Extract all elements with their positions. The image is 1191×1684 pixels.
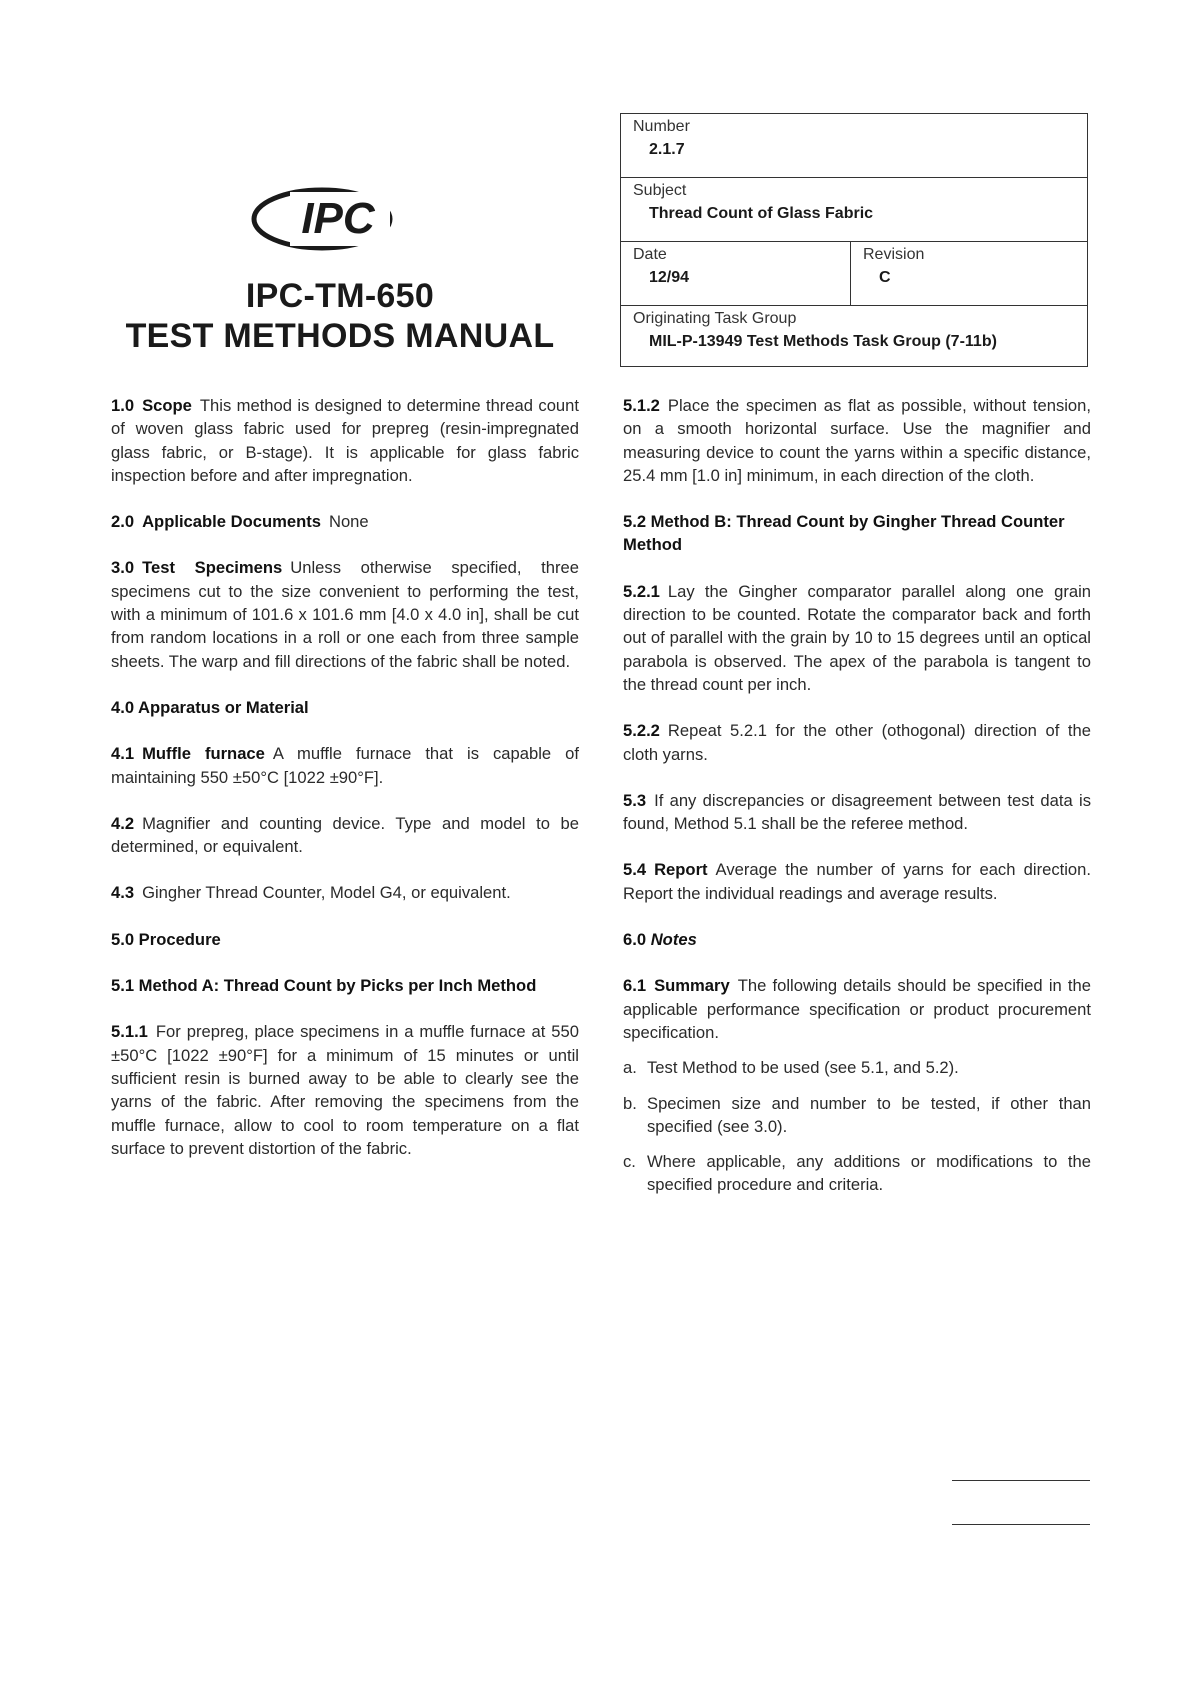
- section-text: None: [328, 512, 369, 532]
- subject-cell: [621, 178, 1087, 241]
- section-text: Average the number of yarns for each direction. Report the individual readings and average results.: [623, 860, 1091, 903]
- section-text: Repeat 5.2.1 for the other (othogonal) direction of the cloth yarns.: [623, 721, 1091, 764]
- manual-title-line2: TEST METHODS MANUAL: [125, 317, 555, 355]
- section-text: The following details should be specified in the applicable performance specification or product procurement specification.: [623, 976, 1091, 1042]
- section-6-1: [623, 974, 1091, 1044]
- list-text: Where applicable, any additions or modifications to the specified procedure and criteria.: [647, 1152, 1091, 1195]
- section-number: 6.1: [623, 976, 647, 996]
- ipc-logo: [250, 186, 394, 252]
- section-5-2-1: [623, 580, 1091, 696]
- document-info-table: [620, 113, 1088, 367]
- section-5-1-heading: 5.1 Method A: Thread Count by Picks per Inch Method: [111, 976, 537, 996]
- section-text: This method is designed to determine thread count of woven glass fabric used for prepreg (resin-impregnated glass fabric, or B-stage). It is applicable for glass fabric inspection before and after impregnation.: [111, 396, 579, 485]
- date-value: 12/94: [649, 269, 690, 286]
- right-column: [623, 394, 1091, 1209]
- task-group-cell: [621, 306, 1087, 366]
- section-3-specimens: [111, 556, 579, 672]
- section-4-heading: 4.0 Apparatus or Material: [111, 697, 309, 717]
- section-5-2-heading: 5.2 Method B: Thread Count by Gingher Thread Counter Method: [623, 512, 1065, 555]
- list-text: Specimen size and number to be tested, if other than specified (see 3.0).: [647, 1093, 1091, 1136]
- list-marker: a.: [623, 1058, 637, 1078]
- date-revision-row: [621, 242, 1087, 306]
- section-5-3: [623, 789, 1091, 836]
- signature-line: [952, 1524, 1090, 1525]
- section-label: Muffle furnace: [142, 744, 265, 764]
- section-number: 5.1.2: [623, 396, 660, 415]
- section-label: Test Specimens: [142, 558, 283, 578]
- number-cell: [621, 114, 1087, 177]
- section-1-scope: [111, 394, 579, 487]
- manual-title-line1: IPC-TM-650: [245, 277, 435, 315]
- section-number: 4.2: [111, 813, 135, 833]
- list-marker: b.: [623, 1093, 637, 1113]
- date-label: Date: [633, 246, 667, 263]
- list-marker: c.: [623, 1152, 636, 1172]
- section-text: Place the specimen as flat as possible, without tension, on a smooth horizontal surface. Use the magnifier and measuring device to count the yarns within a specific distance, 25.4 mm [1.0 in] minimum, in each direction of the cloth.: [623, 396, 1091, 485]
- section-text: For prepreg, place specimens in a muffle furnace at 550 ±50°C [1022 ±90°F] for a minimum of 15 minutes or until sufficient resin is burned away to be able to clearly see the yarns of the fabric. After removing the specimens from the muffle furnace, allow to cool to room temperature on a flat surface to prevent distortion of the fabric.: [111, 1022, 579, 1158]
- signature-line: [952, 1480, 1090, 1481]
- task-group-row: [621, 306, 1087, 366]
- section-label: Report: [654, 860, 708, 880]
- svg-text:IPC: IPC: [301, 194, 375, 243]
- number-value: 2.1.7: [649, 141, 685, 158]
- section-number: 5.4: [623, 860, 647, 880]
- list-item: [623, 1056, 1091, 1079]
- section-label: Summary: [654, 976, 730, 996]
- revision-value: C: [879, 269, 891, 286]
- task-group-label: Originating Task Group: [633, 310, 797, 327]
- section-text: A muffle furnace that is capable of maintaining 550 ±50°C [1022 ±90°F].: [111, 744, 579, 787]
- revision-cell: [851, 242, 1087, 305]
- section-text: Unless otherwise specified, three specimens cut to the size convenient to performing the test, with a minimum of 101.6 x 101.6 mm [4.0 x 4.0 in], shall be cut from random locations in a roll or one each from three sample sheets. The warp and fill directions of the fabric shall be noted.: [111, 558, 579, 671]
- section-text: Lay the Gingher comparator parallel along one grain direction to be counted. Rotate the comparator back and forth out of parallel with the grain by 10 to 15 degrees until an optical parabola is observed. The apex of the parabola is tangent to the thread count per inch.: [623, 581, 1091, 694]
- section-number: 5.2.1: [623, 581, 660, 601]
- subject-value: Thread Count of Glass Fabric: [649, 205, 874, 222]
- section-label: Applicable Documents: [142, 512, 321, 532]
- section-number: 4.1: [111, 744, 135, 764]
- manual-title: [120, 276, 560, 356]
- list-item: [623, 1092, 1091, 1139]
- task-group-value: MIL-P-13949 Test Methods Task Group (7-11b): [649, 333, 997, 350]
- section-text: Gingher Thread Counter, Model G4, or equivalent.: [142, 883, 511, 903]
- number-label: Number: [633, 118, 690, 135]
- list-item: [623, 1150, 1091, 1197]
- section-5-heading: 5.0 Procedure: [111, 929, 221, 949]
- section-4-1: [111, 742, 579, 789]
- date-cell: [621, 242, 851, 305]
- section-number: 5.2.2: [623, 721, 660, 741]
- section-number: 6.0: [623, 930, 647, 950]
- left-column: [111, 394, 579, 1183]
- section-number: 1.0: [111, 396, 135, 415]
- section-text: Magnifier and counting device. Type and model to be determined, or equivalent.: [111, 813, 579, 857]
- section-number: 5.3: [623, 790, 647, 810]
- section-label: Scope: [142, 396, 192, 415]
- section-text: If any discrepancies or disagreement between test data is found, Method 5.1 shall be the referee method.: [623, 790, 1091, 834]
- section-5-1-2: [623, 394, 1091, 487]
- section-2-documents: [111, 510, 579, 533]
- subject-row: [621, 178, 1087, 242]
- section-label: Notes: [650, 930, 697, 950]
- section-number: 2.0: [111, 512, 135, 532]
- number-row: [621, 114, 1087, 178]
- section-4-3: [111, 881, 579, 904]
- section-number: 3.0: [111, 558, 135, 578]
- section-4-2: [111, 812, 579, 859]
- section-number: 4.3: [111, 883, 135, 903]
- revision-label: Revision: [863, 246, 925, 263]
- section-5-1-1: [111, 1020, 579, 1160]
- section-number: 5.1.1: [111, 1022, 148, 1042]
- subject-label: Subject: [633, 182, 687, 199]
- section-6-heading: [623, 928, 1091, 951]
- list-text: Test Method to be used (see 5.1, and 5.2).: [647, 1058, 959, 1078]
- section-5-2-2: [623, 719, 1091, 766]
- section-5-4: [623, 858, 1091, 905]
